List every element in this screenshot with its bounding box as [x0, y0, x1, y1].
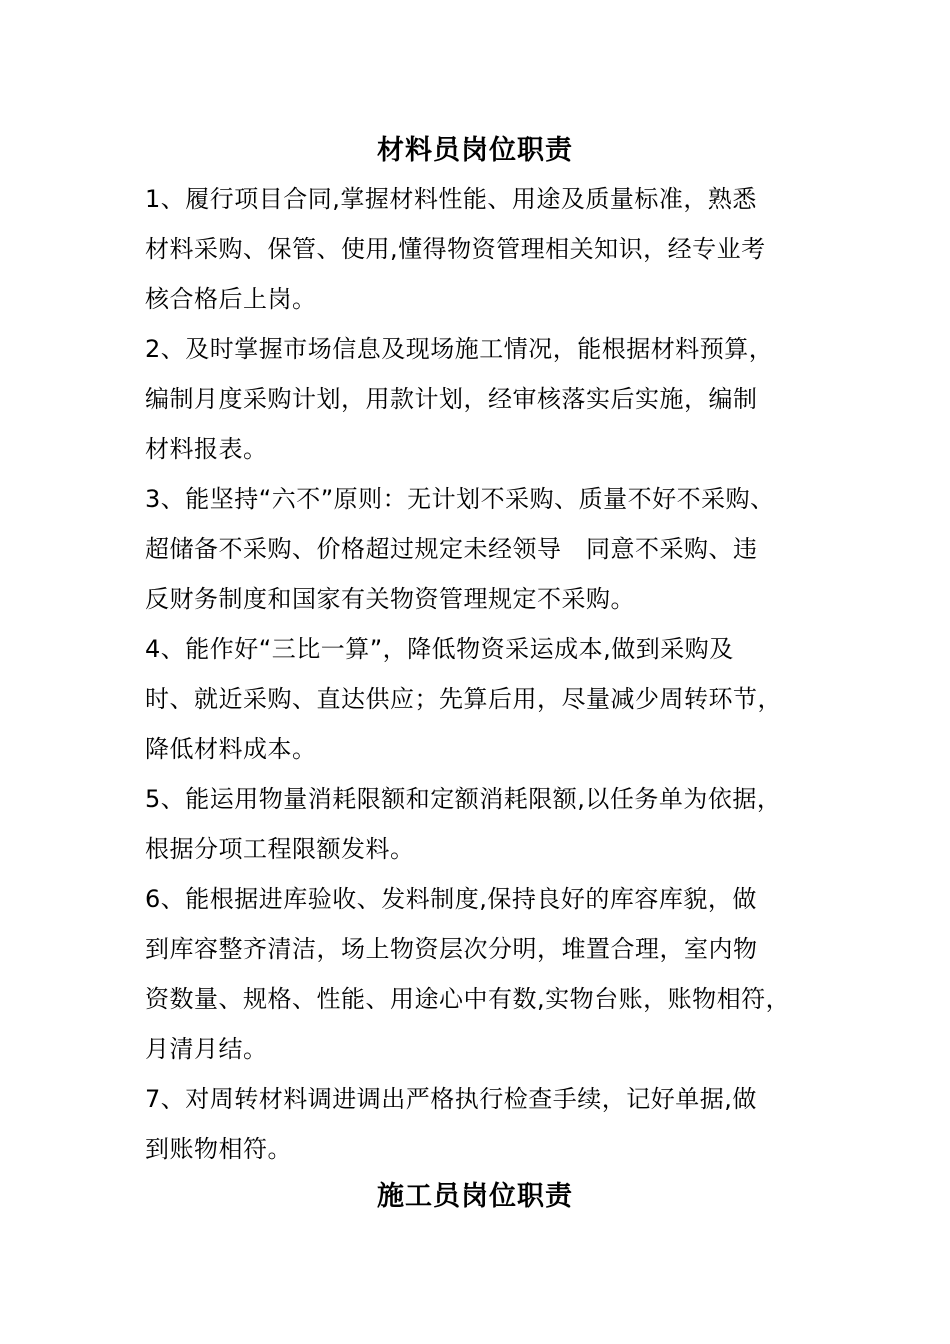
duty-item-2-line-1: 2、及时掌握市场信息及现场施工情况，能根据材料预算， — [145, 335, 774, 363]
duty-item-6-line-3: 资数量、规格、性能、用途心中有数,实物台账，账物相符， — [145, 985, 791, 1013]
duty-item-3-line-3: 反财务制度和国家有关物资管理规定不采购。 — [145, 585, 635, 613]
duty-item-6-line-2: 到库容整齐清洁，场上物资层次分明，堆置合理，室内物 — [145, 935, 758, 963]
duty-item-4-line-3: 降低材料成本。 — [145, 735, 317, 763]
section-title-material-clerk: 材料员岗位职责 — [377, 135, 573, 166]
duty-item-2-line-2: 编制月度采购计划，用款计划，经审核落实后实施，编制 — [145, 385, 758, 413]
duty-item-1-line-3: 核合格后上岗。 — [145, 285, 317, 313]
duty-item-6-line-1: 6、能根据进库验收、发料制度,保持良好的库容库貌，做 — [145, 885, 757, 913]
duty-item-3-line-2: 超储备不采购、价格超过规定未经领导 同意不采购、违 — [145, 535, 758, 563]
duty-item-5-line-1: 5、能运用物量消耗限额和定额消耗限额,以任务单为依据， — [145, 785, 782, 813]
duty-item-7-line-2: 到账物相符。 — [145, 1135, 292, 1163]
duty-item-1-line-2: 材料采购、保管、使用,懂得物资管理相关知识，经专业考 — [145, 235, 766, 263]
duty-item-5-line-2: 根据分项工程限额发料。 — [145, 835, 415, 863]
duty-item-1-line-1: 1、履行项目合同,掌握材料性能、用途及质量标准，熟悉 — [145, 185, 757, 213]
duty-item-3-line-1: 3、能坚持“六不”原则：无计划不采购、质量不好不采购、 — [145, 485, 775, 513]
duty-item-6-line-4: 月清月结。 — [145, 1035, 268, 1063]
duty-item-7-line-1: 7、对周转材料调进调出严格执行检查手续，记好单据,做 — [145, 1085, 757, 1113]
duty-item-4-line-1: 4、能作好“三比一算”，降低物资采运成本,做到采购及 — [145, 635, 734, 663]
duty-item-2-line-3: 材料报表。 — [145, 435, 268, 463]
duty-item-4-line-2: 时、就近采购、直达供应；先算后用，尽量减少周转环节， — [145, 685, 782, 713]
section-title-construction-clerk: 施工员岗位职责 — [377, 1181, 573, 1212]
